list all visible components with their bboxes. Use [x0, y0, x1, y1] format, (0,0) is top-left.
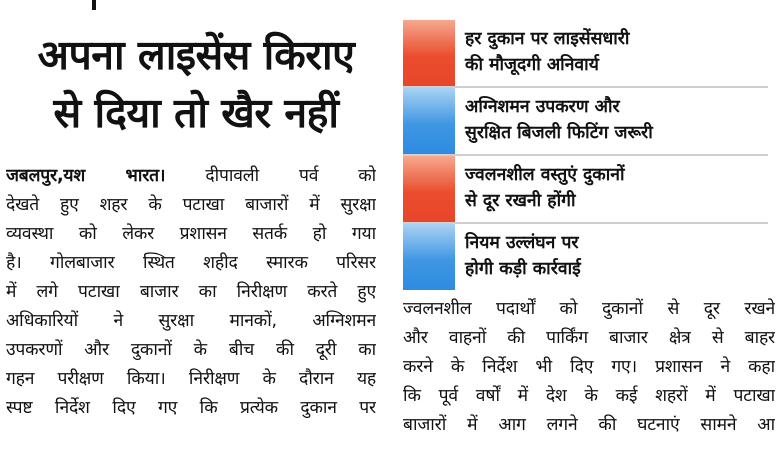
body-line: करने के निर्देश भी दिए गए। प्रशासन ने कहा: [403, 357, 775, 377]
body-line: बाजारों में आग लगने की घटनाएं सामने आ: [403, 415, 775, 435]
body-line: व्यवस्था को लेकर प्रशासन सतर्क हो गया: [6, 224, 376, 244]
body-line-1: [6, 162, 376, 191]
highlight-line-2: सुरक्षित बिजली फिटिंग जरूरी: [465, 123, 653, 143]
highlight-color-bar: [403, 88, 455, 154]
body-line: गहन परीक्षण किया। निरीक्षण के दौरान यह: [6, 369, 376, 389]
article-body-left: [6, 162, 376, 423]
highlights-box: [403, 20, 768, 292]
body-line: अधिकारियों ने सुरक्षा मानकों, अग्निशमन: [6, 311, 376, 331]
highlight-line-2: होगी कड़ी कार्रवाई: [465, 259, 581, 279]
dateline: जबलपुर,यश भारत।: [6, 166, 166, 186]
headline: [0, 26, 392, 142]
body-line: देखते हुए शहर के पटाखा बाजारों में सुरक्षा: [6, 195, 376, 215]
body-line: उपकरणों और दुकानों के बीच की दूरी का: [6, 340, 376, 360]
body-line: में लगे पटाखा बाजार का निरीक्षण करते हुए: [6, 282, 376, 302]
highlight-text: [465, 26, 768, 78]
headline-line-1: अपना लाइसेंस किराए: [37, 31, 355, 79]
body-line: ज्वलनशील पदार्थों को दुकानों से दूर रखने: [403, 299, 775, 319]
highlight-line-2: से दूर रखनी होंगी: [465, 191, 576, 211]
body-line: कि पूर्व वर्षों में देश के कई शहरों में पटाखा: [403, 386, 775, 406]
body-line: और वाहनों की पार्किंग बाजार क्षेत्र से बाहर: [403, 328, 775, 348]
highlight-text: [465, 94, 768, 146]
highlight-color-bar: [403, 20, 455, 86]
highlight-line-1: अग्निशमन उपकरण और: [465, 97, 620, 117]
highlight-item: [403, 224, 768, 290]
highlight-item: [403, 156, 768, 224]
highlight-line-1: ज्वलनशील वस्तुएं दुकानों: [465, 165, 625, 185]
highlight-color-bar: [403, 156, 455, 222]
highlight-color-bar: [403, 224, 455, 290]
body-line-1-text: दीपावली पर्व को: [165, 166, 376, 186]
highlight-item: [403, 20, 768, 88]
highlight-line-1: हर दुकान पर लाइसेंसधारी: [465, 29, 630, 49]
column-rule-mark: [92, 0, 96, 10]
body-line: स्पष्ट निर्देश दिए गए कि प्रत्येक दुकान पर: [6, 398, 376, 418]
highlight-text: [465, 162, 768, 214]
highlight-item: [403, 88, 768, 156]
body-line: है। गोलबाजार स्थित शहीद स्मारक परिसर: [6, 253, 376, 273]
article-body-right: [403, 295, 775, 440]
highlight-line-1: नियम उल्लंघन पर: [465, 233, 579, 253]
headline-line-2: से दिया तो खैर नहीं: [53, 89, 339, 137]
highlight-text: [465, 230, 768, 282]
highlight-line-2: की मौजूदगी अनिवार्य: [465, 55, 599, 75]
